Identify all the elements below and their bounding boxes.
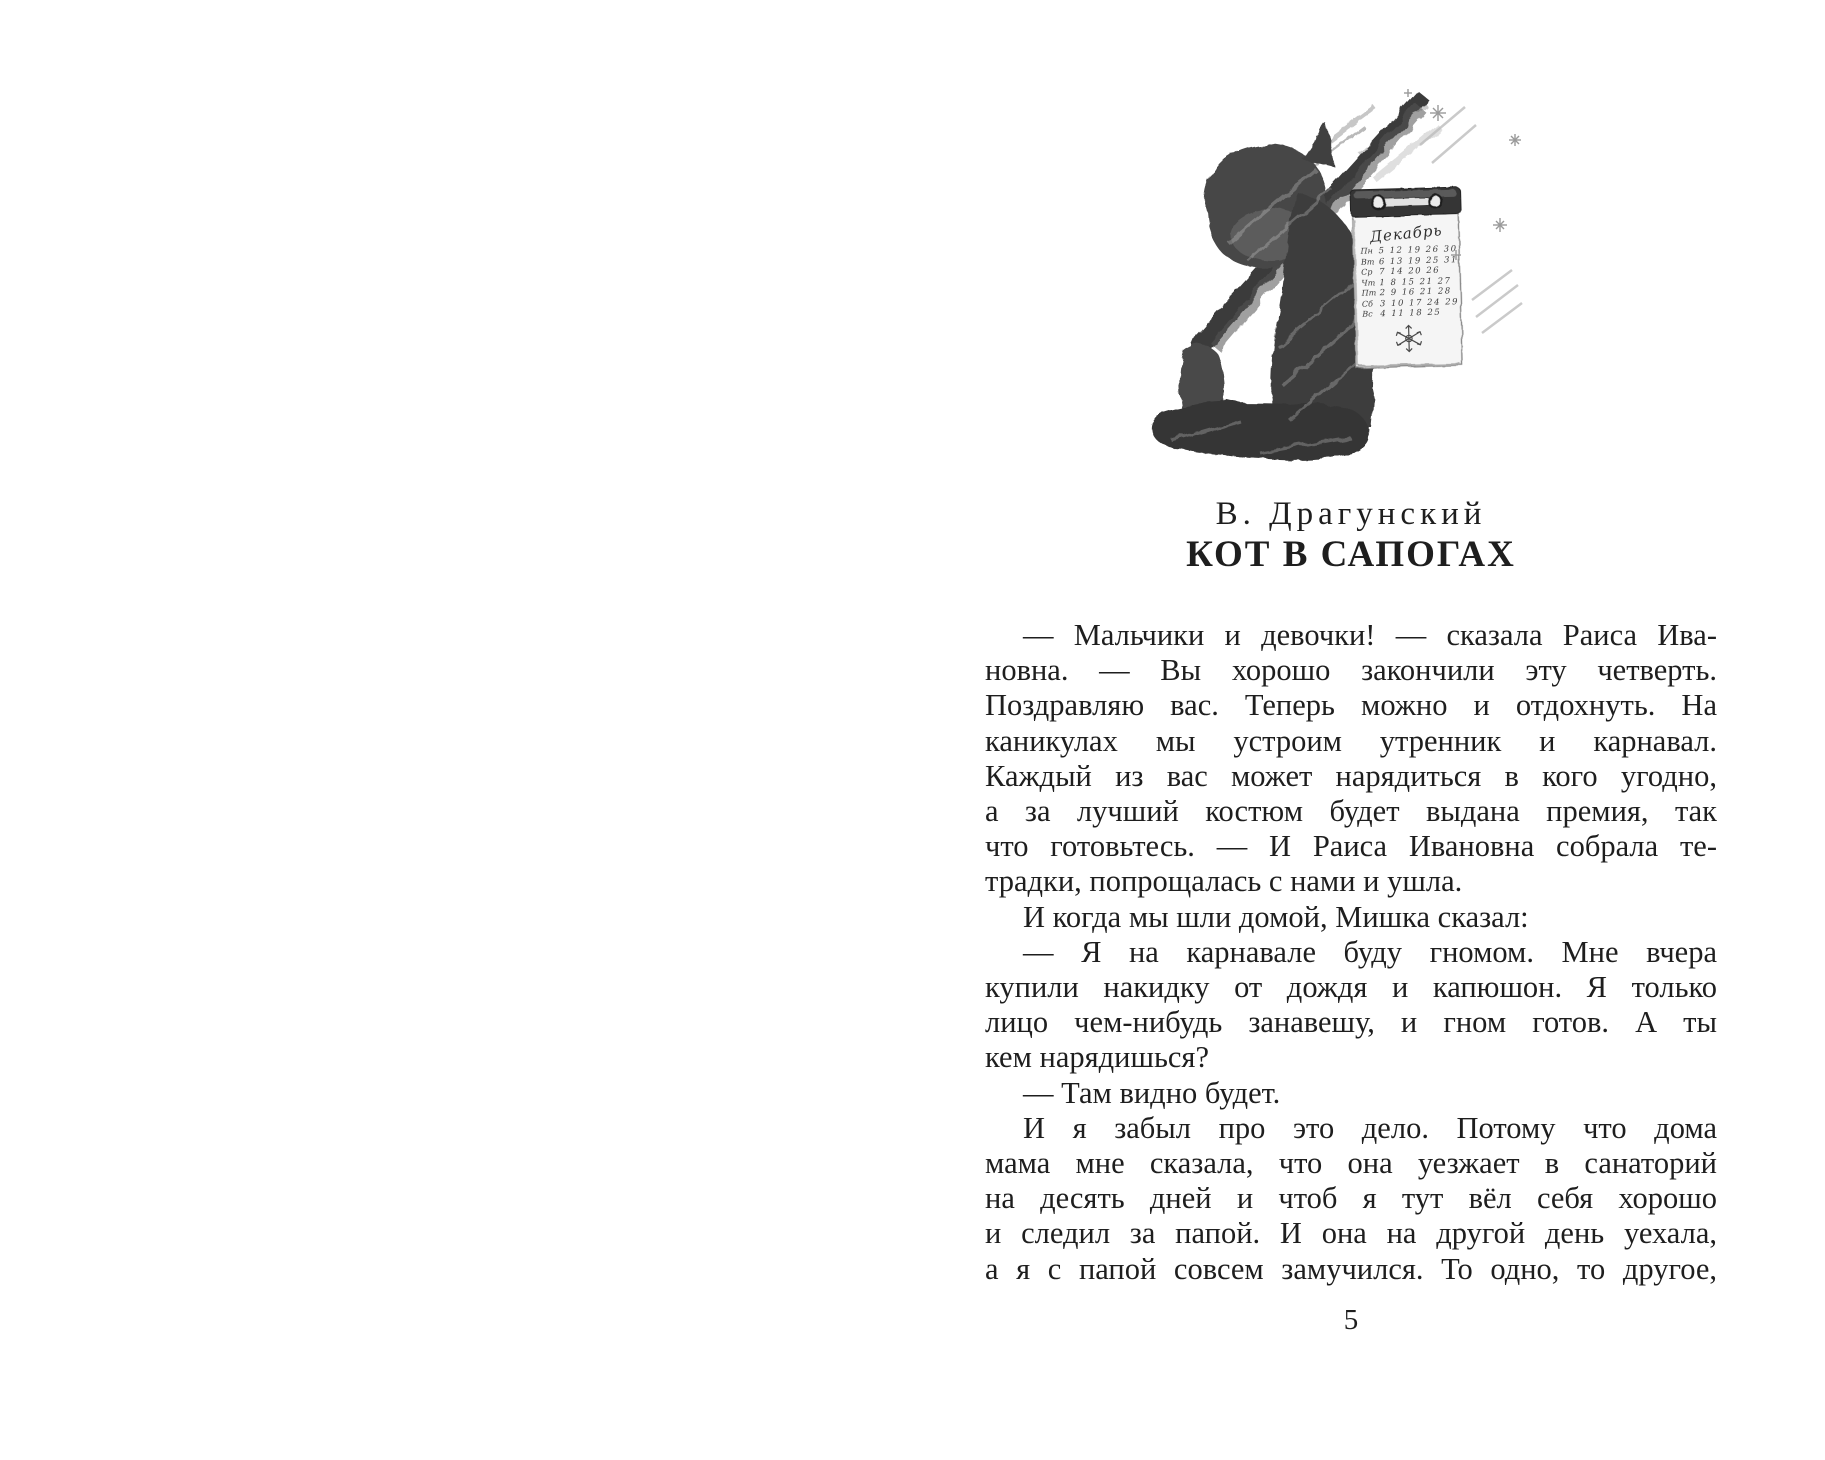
text-line: и следил за папой. И она на другой день уехала, [985, 1216, 1717, 1251]
calendar-day-label: Ср [1361, 267, 1373, 277]
text-line: И я забыл про это дело. Потому что дома [1023, 1110, 1717, 1145]
text-line: купили накидку от дождя и капюшон. Я только [985, 970, 1717, 1005]
calendar-day-label: Вс [1362, 309, 1373, 319]
text-line: И когда мы шли домой, Мишка сказал: [1023, 899, 1529, 934]
calendar-day-label: Пн [1360, 246, 1373, 256]
text-line: а за лучший костюм будет выдана премия, так [985, 794, 1717, 829]
calendar-day-label: Пт [1361, 288, 1377, 298]
text-line: лицо чем-нибудь занавешу, и гном готов. А ты [985, 1005, 1717, 1040]
text-line: Поздравляю вас. Теперь можно и отдохнуть. На [985, 688, 1717, 723]
story-text [985, 618, 1717, 1287]
text-line: мама мне сказала, что она уезжает в санаторий [985, 1146, 1717, 1181]
story-title: КОТ В САПОГАХ [1186, 534, 1516, 575]
left-page-blank [0, 0, 912, 1460]
page-number: 5 [1343, 1304, 1359, 1336]
calendar-dates: 4 11 18 25 [1380, 307, 1442, 320]
calendar-dates: 1 8 15 21 27 [1379, 275, 1452, 288]
calendar-dates: 5 12 19 26 30 [1378, 244, 1458, 257]
calendar-day-label: Вт [1360, 256, 1375, 267]
text-line: — Там видно будет. [1023, 1075, 1281, 1110]
right-page [912, 0, 1825, 1460]
text-line: новна. — Вы хорошо закончили эту четверть. [985, 653, 1717, 688]
calendar-row [1362, 307, 1457, 320]
text-line: традки, попрощалась с нами и ушла. [985, 864, 1463, 899]
text-line: Каждый из вас может нарядиться в кого угодно, [985, 758, 1717, 793]
author-name: В. Драгунский [1215, 496, 1487, 532]
calendar-day-label: Сб [1361, 298, 1374, 309]
calendar-dates: 2 9 16 21 28 [1379, 286, 1452, 299]
illustration-cat-and-calendar [1120, 85, 1550, 470]
calendar-dates: 3 10 17 24 29 [1379, 296, 1460, 309]
cat-calendar-drawing [1120, 85, 1550, 470]
calendar-dates: 6 13 19 25 31 [1378, 254, 1458, 267]
text-line: — Мальчики и девочки! — сказала Раиса Ива- [1023, 618, 1717, 652]
text-line: — Я на карнавале буду гномом. Мне вчера [1023, 934, 1717, 969]
text-line: на десять дней и чтоб я тут вёл себя хорошо [985, 1181, 1717, 1216]
calendar-day-label: Чт [1361, 277, 1376, 288]
text-line: что готовьтесь. — И Раиса Ивановна собрала те- [985, 829, 1717, 864]
text-line: а я с папой совсем замучился. То одно, то другое, [985, 1251, 1717, 1286]
text-line: каникулах мы устроим утренник и карнавал. [985, 723, 1717, 758]
text-line: кем нарядишься? [985, 1040, 1209, 1075]
calendar-month: Декабрь [1369, 221, 1444, 246]
calendar-grid [1351, 241, 1463, 320]
calendar [1350, 187, 1465, 370]
calendar-dates: 7 14 20 26 [1379, 265, 1441, 278]
